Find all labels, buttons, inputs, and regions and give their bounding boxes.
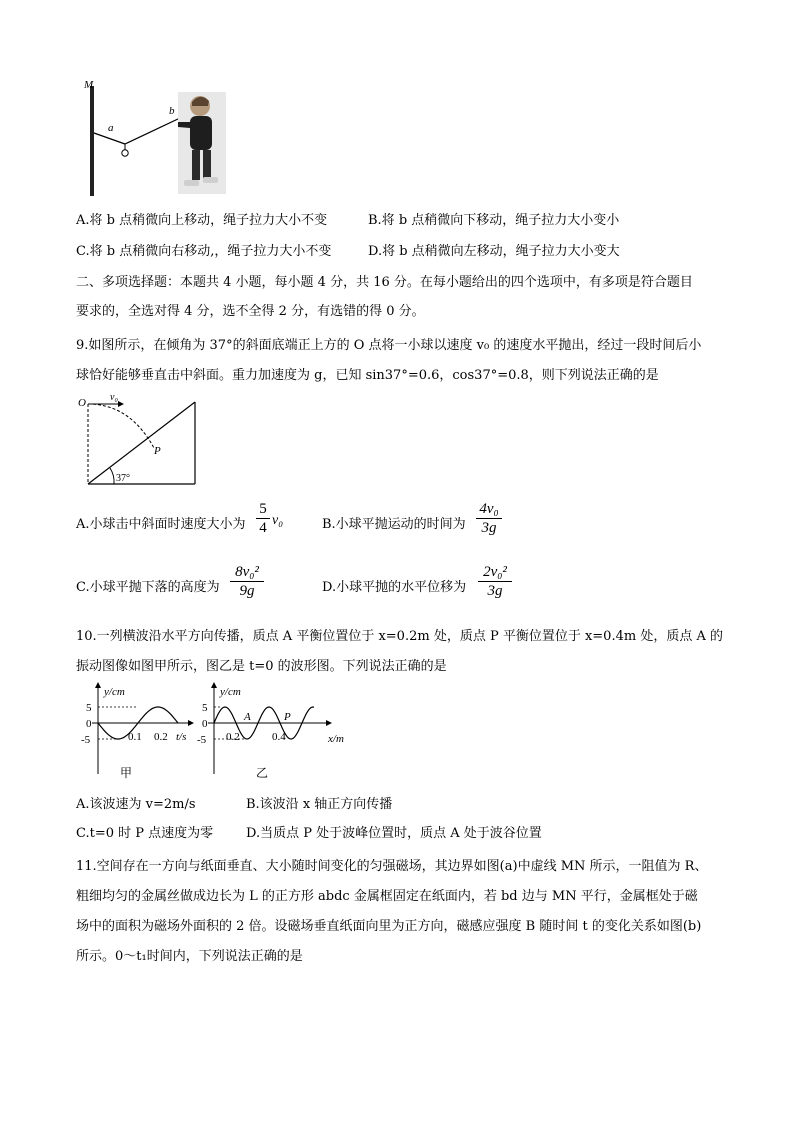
q11-stem-line3: 场中的面积为磁场外面积的 2 倍。设磁场垂直纸面向里为正方向，磁感应强度 B 随时间 t 的变化关系如图(b) [76, 919, 702, 934]
q9-C-denominator: 9g [239, 583, 255, 599]
q9-C-numerator: 8v₀² [230, 563, 264, 582]
yi-x02: 0.2 [226, 731, 240, 743]
angle-arc [110, 468, 114, 484]
q9-D-denominator: 3g [487, 583, 503, 599]
q11-stem-line4: 所示。0～t₁时间内，下列说法正确的是 [76, 949, 303, 964]
yi-y5: 5 [202, 702, 208, 714]
q11-stem-line1: 11.空间存在一方向与纸面垂直、大小随时间变化的匀强磁场，其边界如图(a)中虚线 MN 所示，一阻值为 R、 [76, 859, 708, 874]
label-v0: v₀ [110, 392, 118, 403]
jia-caption: 甲 [120, 766, 133, 780]
jia-yn5: -5 [81, 734, 91, 746]
q9-option-B-text: B.小球平抛运动的时间为 [322, 517, 466, 532]
q9-stem-line1: 9.如图所示，在倾角为 37°的斜面底端正上方的 O 点将一小球以速度 v₀ 的速度水平抛出，经过一段时间后小 [76, 338, 702, 353]
yi-label-P: P [284, 711, 291, 723]
label-a: a [108, 122, 114, 134]
q9-A-numerator: 5 [256, 500, 270, 519]
yi-ylabel: y/cm [220, 686, 241, 698]
angle-label: 37° [116, 473, 130, 484]
yi-xlabel: x/m [328, 733, 344, 745]
label-M: M [84, 79, 94, 91]
yi-yn5: -5 [197, 734, 207, 746]
velocity-arrowhead [118, 401, 124, 407]
rope-segment-b [125, 118, 180, 144]
q10-option-A[interactable]: A.该波速为 v=2m/s [76, 797, 196, 812]
yi-label-A: A [244, 711, 251, 723]
jia-t02: 0.2 [154, 731, 168, 743]
q8-figure [80, 76, 230, 198]
q10-option-C[interactable]: C.t=0 时 P 点速度为零 [76, 826, 214, 841]
q9-option-B[interactable] [322, 513, 466, 532]
q9-figure [80, 392, 210, 490]
q10-graph-yi [196, 680, 350, 782]
q9-B-denominator: 3g [481, 520, 497, 536]
q9-D-numerator: 2v₀² [478, 563, 512, 582]
q8-option-C[interactable]: C.将 b 点稍微向右移动,，绳子拉力大小不变 [76, 244, 332, 259]
incline-surface [88, 402, 195, 484]
wall-pole [90, 86, 94, 196]
q10-stem-line1: 10.一列横波沿水平方向传播，质点 A 平衡位置位于 x=0.2m 处，质点 P 平衡位置位于 x=0.4m 处，质点 A 的 [76, 629, 723, 644]
jia-y5: 5 [86, 702, 92, 714]
hook-ring [122, 150, 128, 156]
label-b: b [169, 105, 175, 117]
q9-stem-line2: 球恰好能够垂直击中斜面。重力加速度为 g，已知 sin37°=0.6，cos37°=0.8，则下列说法正确的是 [76, 368, 659, 383]
section2-heading-line2: 要求的，全选对得 4 分，选不全得 2 分，有选错的得 0 分。 [76, 304, 425, 319]
q10-graph-jia [80, 680, 196, 782]
yi-x04: 0.4 [272, 731, 286, 743]
label-P: P [154, 445, 161, 457]
q9-option-D-text: D.小球平抛的水平位移为 [322, 580, 467, 595]
q9-B-numerator: 4v₀ [476, 500, 502, 519]
q10-option-B[interactable]: B.该波沿 x 轴正方向传播 [246, 797, 393, 812]
q10-option-D[interactable]: D.当质点 P 处于波峰位置时，质点 A 处于波谷位置 [246, 826, 542, 841]
rope-wall-diagram [80, 76, 230, 198]
q11-stem-line2: 粗细均匀的金属丝做成边长为 L 的正方形 abdc 金属框固定在纸面内，若 bd 边与 MN 平行，金属框处于磁 [76, 889, 698, 904]
q9-option-B-fraction [476, 500, 502, 537]
waveform-graph [196, 680, 350, 782]
q9-A-tail: v₀ [272, 513, 284, 528]
yi-caption: 乙 [256, 766, 269, 780]
q9-A-denominator: 4 [259, 520, 267, 536]
q10-stem-line2: 振动图像如图甲所示，图乙是 t=0 的波形图。下列说法正确的是 [76, 659, 447, 674]
q8-option-A[interactable]: A.将 b 点稍微向上移动，绳子拉力大小不变 [76, 213, 328, 228]
jia-xlabel: t/s [176, 731, 187, 743]
q9-option-C-fraction [230, 563, 264, 600]
q9-option-C-text: C.小球平抛下落的高度为 [76, 580, 220, 595]
vibration-graph [80, 680, 196, 782]
jia-y0: 0 [86, 718, 92, 730]
q9-option-C[interactable] [76, 576, 220, 595]
jia-ylabel: y/cm [104, 686, 125, 698]
q9-option-A[interactable] [76, 513, 246, 532]
q9-option-A-text: A.小球击中斜面时速度大小为 [76, 517, 246, 532]
q9-option-D[interactable] [322, 576, 466, 595]
jia-t01: 0.1 [128, 731, 142, 743]
q9-option-D-fraction [478, 563, 512, 600]
rope-segment-a [94, 133, 125, 144]
q8-option-D[interactable]: D.将 b 点稍微向左移动，绳子拉力大小变大 [368, 244, 620, 259]
yi-y0: 0 [202, 718, 208, 730]
q8-option-B[interactable]: B.将 b 点稍微向下移动，绳子拉力大小变小 [368, 213, 620, 228]
incline-projectile-diagram [80, 392, 210, 490]
label-O: O [78, 397, 86, 409]
section2-heading-line1: 二、多项选择题：本题共 4 小题，每小题 4 分，共 16 分。在每小题给出的四个选项中，有多项是符合题目 [76, 275, 693, 290]
q9-option-A-fraction [256, 500, 270, 537]
